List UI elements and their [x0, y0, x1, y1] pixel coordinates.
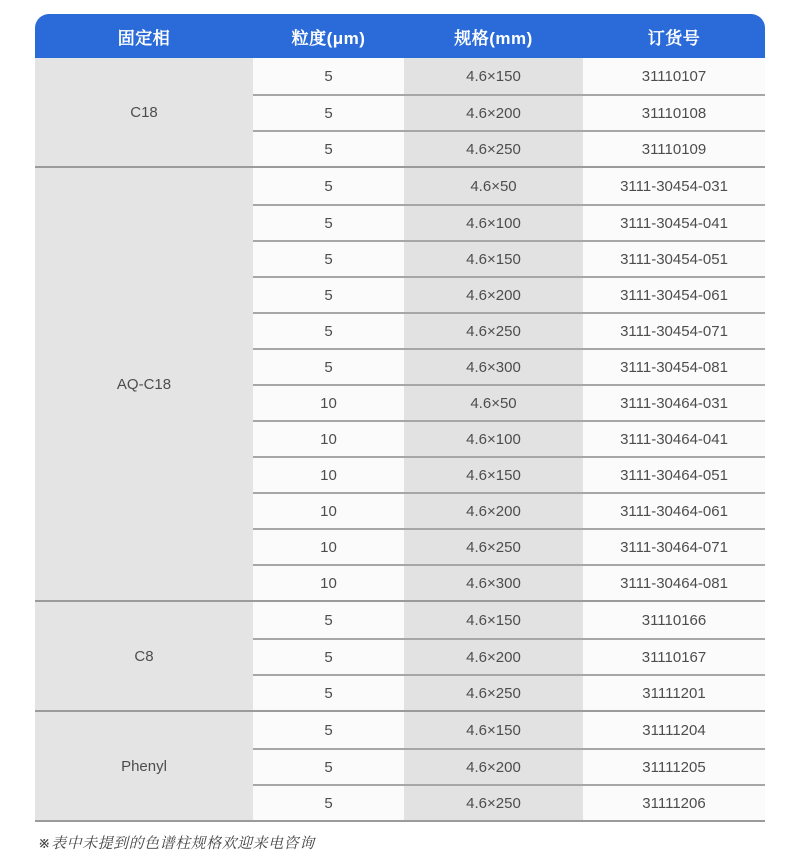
- order-number-cell: 31111205: [583, 750, 765, 784]
- header-particle-size: 粒度(μm): [291, 28, 366, 48]
- phase-cell: C18: [35, 58, 253, 166]
- group-rows: [253, 602, 765, 710]
- table-row: [253, 602, 765, 638]
- spec-cell: 4.6×50: [404, 168, 583, 204]
- table-row: [253, 94, 765, 130]
- particle-size-cell: 5: [253, 132, 404, 166]
- particle-size-cell: 5: [253, 168, 404, 204]
- table-row: [253, 456, 765, 492]
- table-row: [253, 420, 765, 456]
- order-number-cell: 3111-30454-071: [583, 314, 765, 348]
- spec-cell: 4.6×250: [404, 676, 583, 710]
- particle-size-cell: 5: [253, 712, 404, 748]
- particle-size-cell: 10: [253, 494, 404, 528]
- particle-size-cell: 10: [253, 422, 404, 456]
- spec-cell: 4.6×50: [404, 386, 583, 420]
- order-number-cell: 31111204: [583, 712, 765, 748]
- particle-size-cell: 5: [253, 676, 404, 710]
- spec-cell: 4.6×250: [404, 314, 583, 348]
- phase-cell: Phenyl: [35, 712, 253, 820]
- table-row: [253, 528, 765, 564]
- particle-size-cell: 5: [253, 278, 404, 312]
- spec-cell: 4.6×150: [404, 712, 583, 748]
- table-group: [35, 166, 765, 600]
- particle-size-cell: 5: [253, 96, 404, 130]
- table-row: [253, 384, 765, 420]
- particle-size-cell: 5: [253, 314, 404, 348]
- phase-cell: AQ-C18: [35, 168, 253, 600]
- spec-cell: 4.6×200: [404, 750, 583, 784]
- spec-cell: 4.6×150: [404, 602, 583, 638]
- table-row: [253, 564, 765, 600]
- order-number-cell: 3111-30454-081: [583, 350, 765, 384]
- particle-size-cell: 5: [253, 206, 404, 240]
- phase-cell: C8: [35, 602, 253, 710]
- group-rows: [253, 58, 765, 166]
- order-number-cell: 31111206: [583, 786, 765, 820]
- table-row: [253, 784, 765, 820]
- order-number-cell: 3111-30464-031: [583, 386, 765, 420]
- spec-cell: 4.6×250: [404, 786, 583, 820]
- spec-cell: 4.6×200: [404, 96, 583, 130]
- table-row: [253, 674, 765, 710]
- header-stationary-phase: 固定相: [117, 28, 171, 48]
- order-number-cell: 3111-30464-051: [583, 458, 765, 492]
- table-row: [253, 748, 765, 784]
- table-row: [253, 276, 765, 312]
- spec-cell: 4.6×100: [404, 206, 583, 240]
- group-rows: [253, 712, 765, 820]
- header-spec: 规格(mm): [454, 28, 533, 48]
- table-group: [35, 58, 765, 166]
- order-number-cell: 3111-30464-041: [583, 422, 765, 456]
- group-rows: [253, 168, 765, 600]
- spec-cell: 4.6×300: [404, 350, 583, 384]
- table-group: [35, 600, 765, 710]
- table-row: [253, 712, 765, 748]
- particle-size-cell: 5: [253, 242, 404, 276]
- table-row: [253, 312, 765, 348]
- particle-size-cell: 10: [253, 530, 404, 564]
- table-row: [253, 204, 765, 240]
- footnote: ※表中未提到的色谱柱规格欢迎来电咨询: [38, 835, 315, 852]
- particle-size-cell: 5: [253, 786, 404, 820]
- spec-cell: 4.6×300: [404, 566, 583, 600]
- spec-cell: 4.6×150: [404, 242, 583, 276]
- order-number-cell: 3111-30464-081: [583, 566, 765, 600]
- order-number-cell: 31110108: [583, 96, 765, 130]
- spec-cell: 4.6×150: [404, 458, 583, 492]
- order-number-cell: 31110166: [583, 602, 765, 638]
- spec-cell: 4.6×200: [404, 640, 583, 674]
- particle-size-cell: 5: [253, 602, 404, 638]
- table-row: [253, 168, 765, 204]
- spec-cell: 4.6×200: [404, 278, 583, 312]
- table-row: [253, 348, 765, 384]
- particle-size-cell: 10: [253, 566, 404, 600]
- particle-size-cell: 5: [253, 350, 404, 384]
- order-number-cell: 31110107: [583, 58, 765, 94]
- table-row: [253, 130, 765, 166]
- table-row: [253, 58, 765, 94]
- table-row: [253, 638, 765, 674]
- table-row: [253, 492, 765, 528]
- order-number-cell: 3111-30454-061: [583, 278, 765, 312]
- spec-cell: 4.6×150: [404, 58, 583, 94]
- table-header-row: [35, 14, 765, 58]
- spec-cell: 4.6×250: [404, 530, 583, 564]
- order-number-cell: 3111-30454-041: [583, 206, 765, 240]
- order-number-cell: 31110109: [583, 132, 765, 166]
- table-body: [35, 58, 765, 822]
- particle-size-cell: 5: [253, 58, 404, 94]
- spec-cell: 4.6×100: [404, 422, 583, 456]
- spec-cell: 4.6×200: [404, 494, 583, 528]
- particle-size-cell: 5: [253, 750, 404, 784]
- order-number-cell: 31110167: [583, 640, 765, 674]
- table-group: [35, 710, 765, 820]
- spec-cell: 4.6×250: [404, 132, 583, 166]
- particle-size-cell: 10: [253, 386, 404, 420]
- order-number-cell: 31111201: [583, 676, 765, 710]
- order-number-cell: 3111-30454-051: [583, 242, 765, 276]
- order-number-cell: 3111-30454-031: [583, 168, 765, 204]
- header-order-number: 订货号: [647, 28, 701, 48]
- particle-size-cell: 10: [253, 458, 404, 492]
- table-row: [253, 240, 765, 276]
- order-number-cell: 3111-30464-071: [583, 530, 765, 564]
- catalog-table: [35, 14, 765, 822]
- particle-size-cell: 5: [253, 640, 404, 674]
- order-number-cell: 3111-30464-061: [583, 494, 765, 528]
